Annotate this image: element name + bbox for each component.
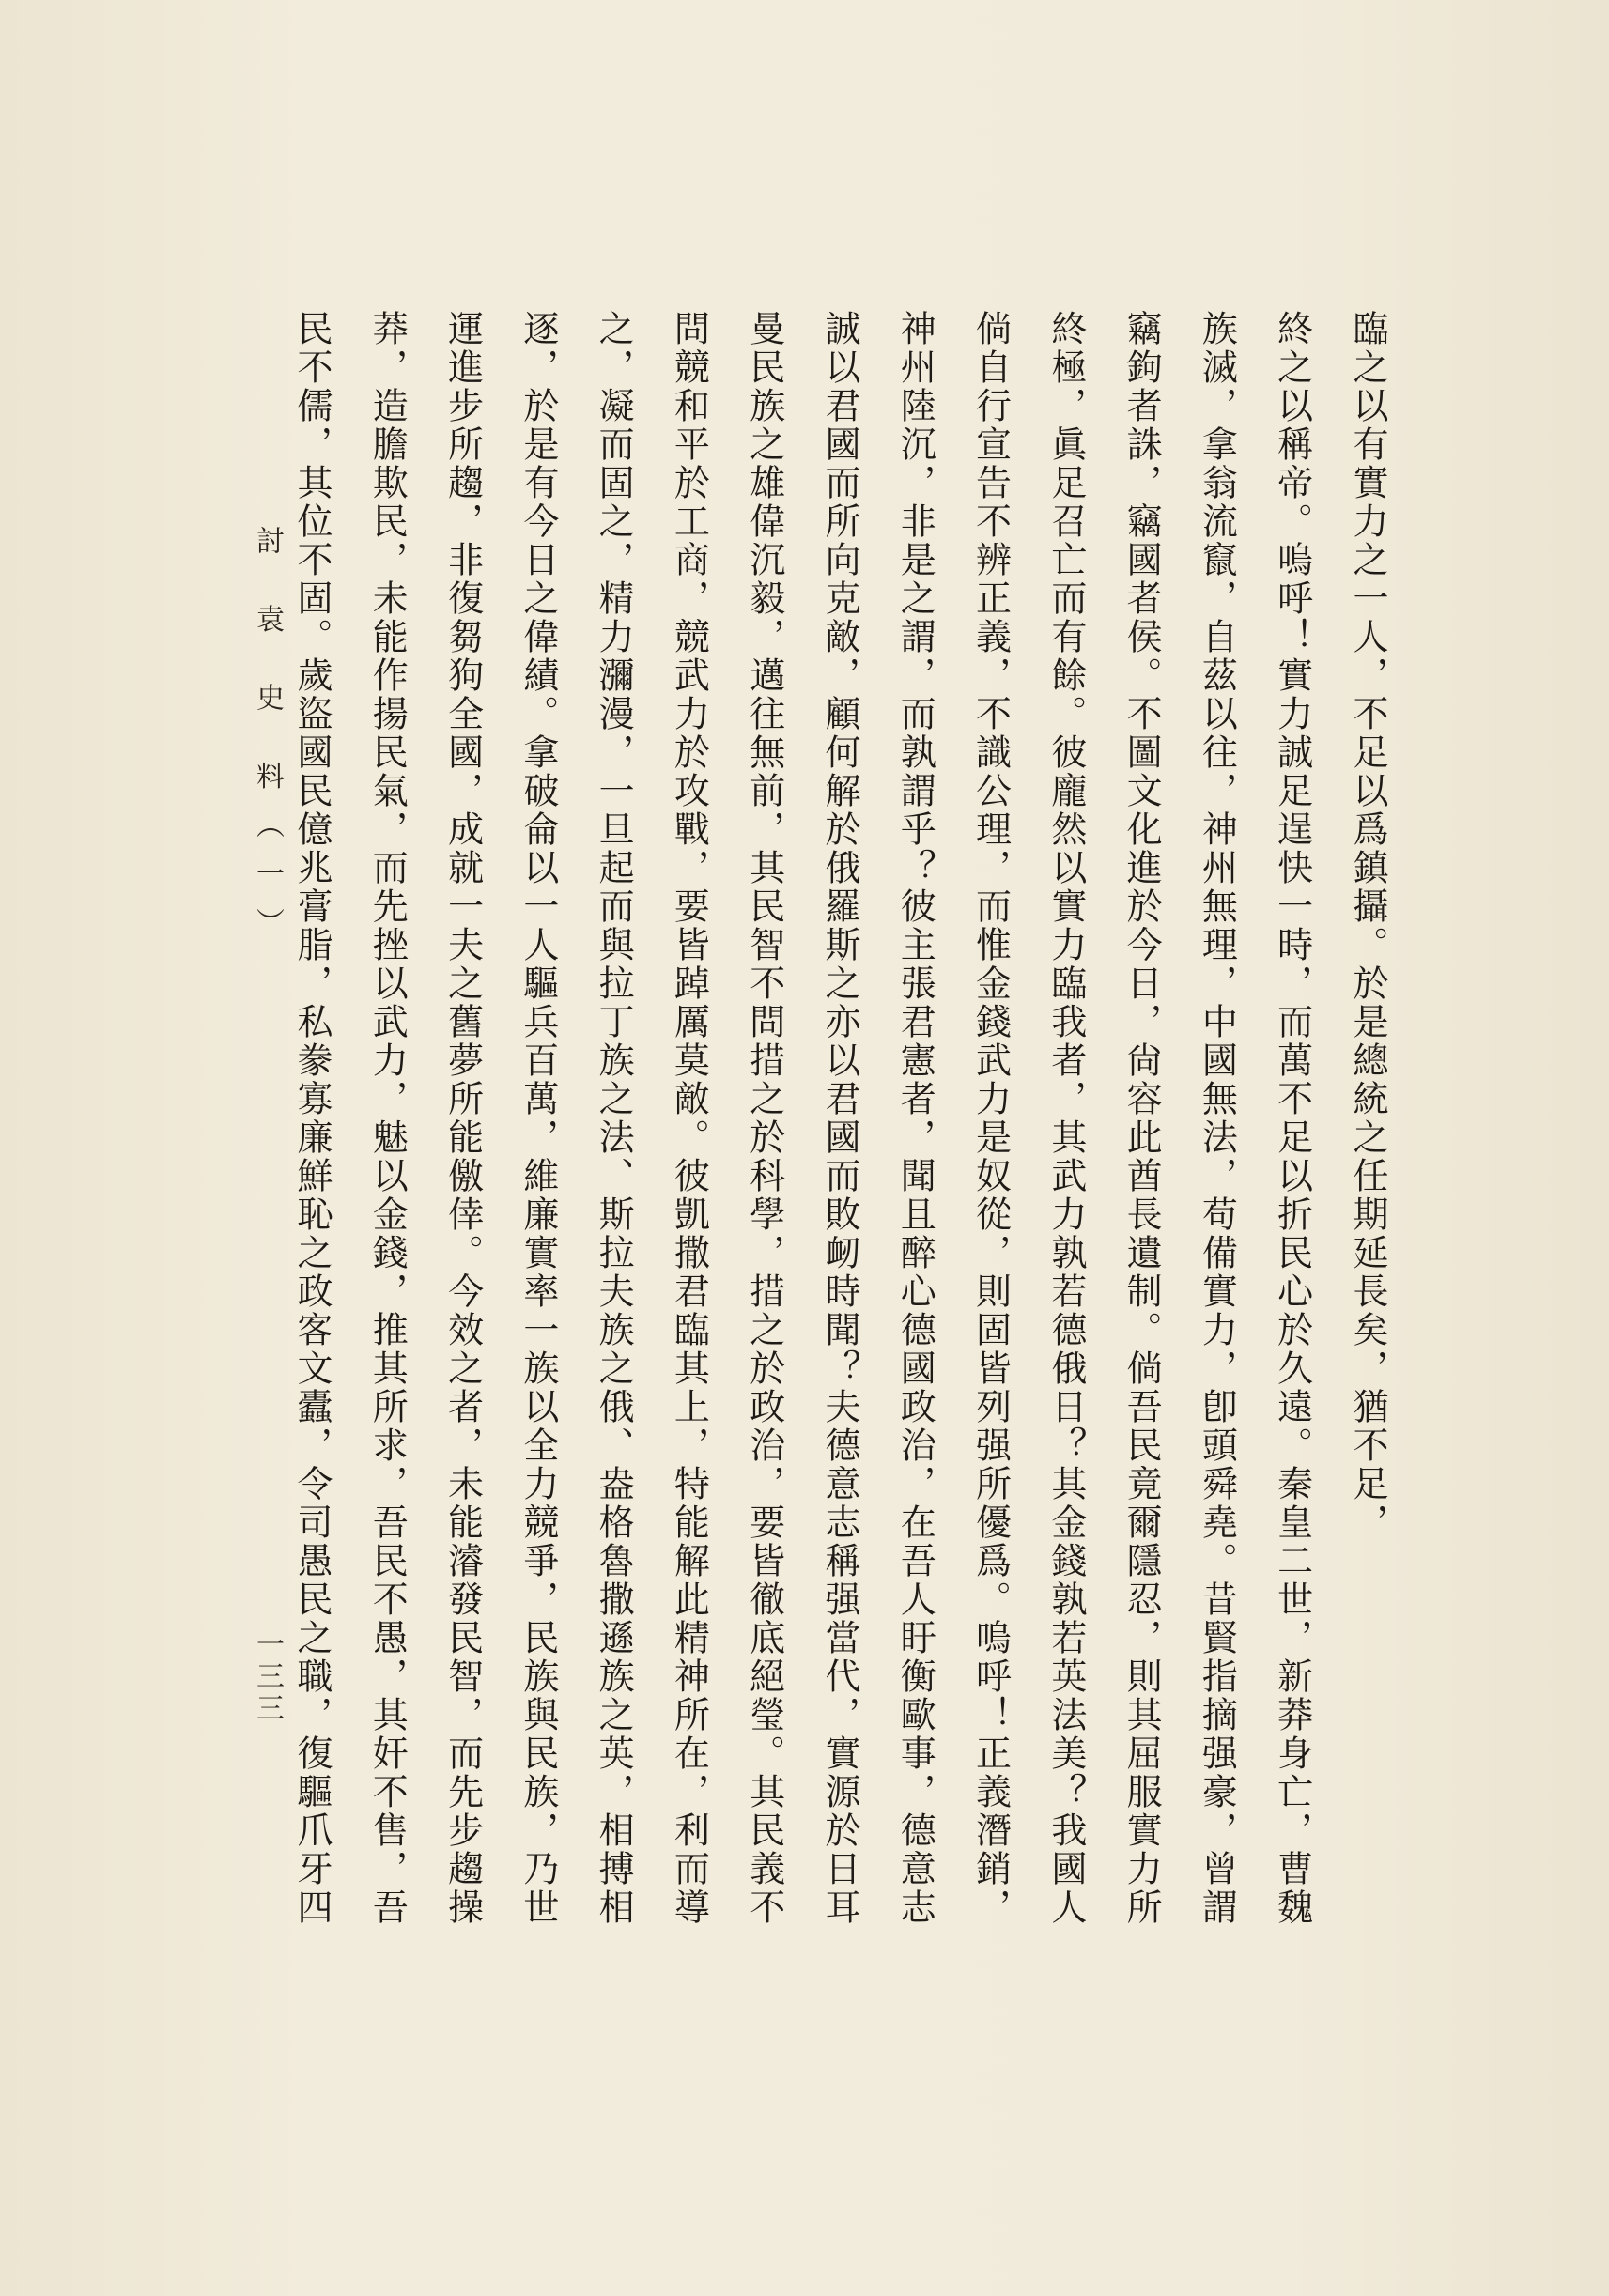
text-column-15: 民不儒，其位不固。歲盜國民億兆膏脂，私豢寡廉鮮恥之政客文蠹，令司愚民之職，復驅爪牙四 bbox=[291, 310, 333, 1927]
book-title-footer: 討 袁 史 料（一） bbox=[251, 526, 284, 957]
text-column-3: 族滅，拿翁流竄，自茲以往，神州無理，中國無法，苟備實力，卽頭舜堯。昔賢指摘强豪，曾謂 bbox=[1196, 310, 1238, 1927]
text-column-4: 竊鉤者誅，竊國者侯。不圖文化進於今日，尙容此酋長遺制。倘吾民竟爾隱忍，則其屈服實力所 bbox=[1121, 310, 1163, 1927]
page-number: 一三三 bbox=[251, 1629, 284, 1725]
text-column-9: 曼民族之雄偉沉毅，邁往無前，其民智不問措之於科學，措之於政治，要皆徹底絕瑩。其民義不 bbox=[743, 310, 785, 1927]
text-column-6: 倘自行宣告不辨正義，不識公理，而惟金錢武力是奴從，則固皆列强所優爲。嗚呼！正義潛銷， bbox=[969, 310, 1012, 1927]
text-column-5: 終極，眞足召亡而有餘。彼龐然以實力臨我者，其武力孰若德俄日？其金錢孰若英法美？我國人 bbox=[1044, 310, 1087, 1927]
text-column-7: 神州陸沉，非是之謂，而孰謂乎？彼主張君憲者，聞且醉心德國政治，在吾人盱衡歐事，德意志 bbox=[894, 310, 936, 1927]
text-column-11: 之，凝而固之，精力瀰漫，一旦起而與拉丁族之法、斯拉夫族之俄、盎格魯撒遜族之英，相搏相 bbox=[593, 310, 635, 1927]
text-column-14: 莽，造膽欺民，未能作揚民氣，而先挫以武力，魅以金錢，推其所求，吾民不愚，其奸不售，吾 bbox=[366, 310, 409, 1927]
text-column-10: 問競和平於工商，競武力於攻戰，要皆踔厲莫敵。彼凱撒君臨其上，特能解此精神所在，利而導 bbox=[668, 310, 710, 1927]
text-column-12: 逐，於是有今日之偉績。拿破侖以一人驅兵百萬，維廉實率一族以全力競爭，民族與民族，乃世 bbox=[517, 310, 559, 1927]
text-column-1: 臨之以有實力之一人，不足以爲鎮攝。於是總統之任期延長矣，猶不足， bbox=[1346, 310, 1388, 1542]
text-column-2: 終之以稱帝。嗚呼！實力誠足逞快一時，而萬不足以折民心於久遠。秦皇二世，新莽身亡，曹魏 bbox=[1271, 310, 1313, 1927]
text-column-8: 誠以君國而所向克敵，顧何解於俄羅斯之亦以君國而敗衂時聞？夫德意志稱强當代，實源於日耳 bbox=[818, 310, 860, 1927]
text-column-13: 運進步所趨，非復芻狗全國，成就一夫之舊夢所能儌倖。今效之者，未能濬發民智，而先步趨操 bbox=[441, 310, 484, 1927]
body-text bbox=[286, 310, 1394, 2038]
